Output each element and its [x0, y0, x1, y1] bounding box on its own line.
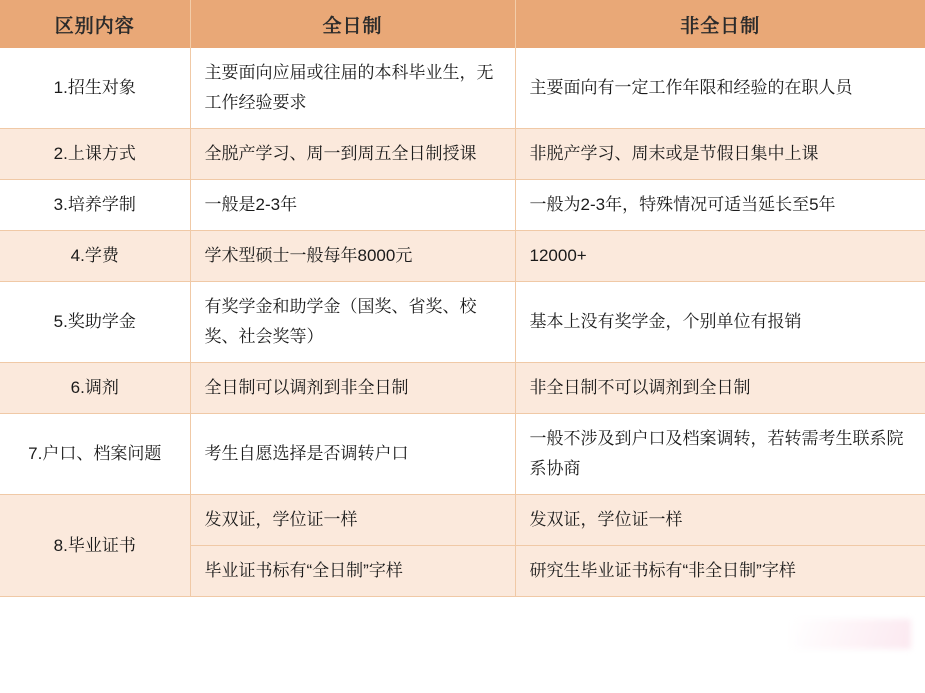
- table-row: [0, 231, 925, 282]
- row-6-part-time: 非全日制不可以调剂到全日制: [515, 363, 925, 414]
- column-header-category: 区别内容: [0, 0, 190, 48]
- row-label-4: 4.学费: [0, 231, 190, 282]
- row-8b-part-time: 研究生毕业证书标有“非全日制”字样: [515, 546, 925, 597]
- row-2-part-time: 非脱产学习、周末或是节假日集中上课: [515, 129, 925, 180]
- row-3-part-time: 一般为2-3年，特殊情况可适当延长至5年: [515, 180, 925, 231]
- column-header-part-time: 非全日制: [515, 0, 925, 48]
- row-8a-part-time: 发双证，学位证一样: [515, 495, 925, 546]
- row-label-3: 3.培养学制: [0, 180, 190, 231]
- row-label-1: 1.招生对象: [0, 48, 190, 129]
- table-row: [0, 282, 925, 363]
- row-4-part-time: 12000+: [515, 231, 925, 282]
- row-5-full-time: 有奖学金和助学金（国奖、省奖、校奖、社会奖等）: [190, 282, 515, 363]
- row-8b-full-time: 毕业证书标有“全日制”字样: [190, 546, 515, 597]
- row-label-8: 8.毕业证书: [0, 495, 190, 597]
- row-label-6: 6.调剂: [0, 363, 190, 414]
- row-5-part-time: 基本上没有奖学金，个别单位有报销: [515, 282, 925, 363]
- row-label-7: 7.户口、档案问题: [0, 414, 190, 495]
- table-header-row: [0, 0, 925, 48]
- table-row: [0, 48, 925, 129]
- row-6-full-time: 全日制可以调剂到非全日制: [190, 363, 515, 414]
- column-header-full-time: 全日制: [190, 0, 515, 48]
- table-row: [0, 495, 925, 546]
- table-body: [0, 48, 925, 597]
- row-2-full-time: 全脱产学习、周一到周五全日制授课: [190, 129, 515, 180]
- row-8a-full-time: 发双证，学位证一样: [190, 495, 515, 546]
- row-1-part-time: 主要面向有一定工作年限和经验的在职人员: [515, 48, 925, 129]
- row-label-5: 5.奖助学金: [0, 282, 190, 363]
- table-header: [0, 0, 925, 48]
- table-row: [0, 180, 925, 231]
- row-3-full-time: 一般是2-3年: [190, 180, 515, 231]
- watermark-blur-patch: [791, 619, 911, 649]
- table-row: [0, 363, 925, 414]
- table-row: [0, 414, 925, 495]
- table-row: [0, 129, 925, 180]
- row-7-full-time: 考生自愿选择是否调转户口: [190, 414, 515, 495]
- row-1-full-time: 主要面向应届或往届的本科毕业生，无工作经验要求: [190, 48, 515, 129]
- row-4-full-time: 学术型硕士一般每年8000元: [190, 231, 515, 282]
- row-7-part-time: 一般不涉及到户口及档案调转，若转需考生联系院系协商: [515, 414, 925, 495]
- row-label-2: 2.上课方式: [0, 129, 190, 180]
